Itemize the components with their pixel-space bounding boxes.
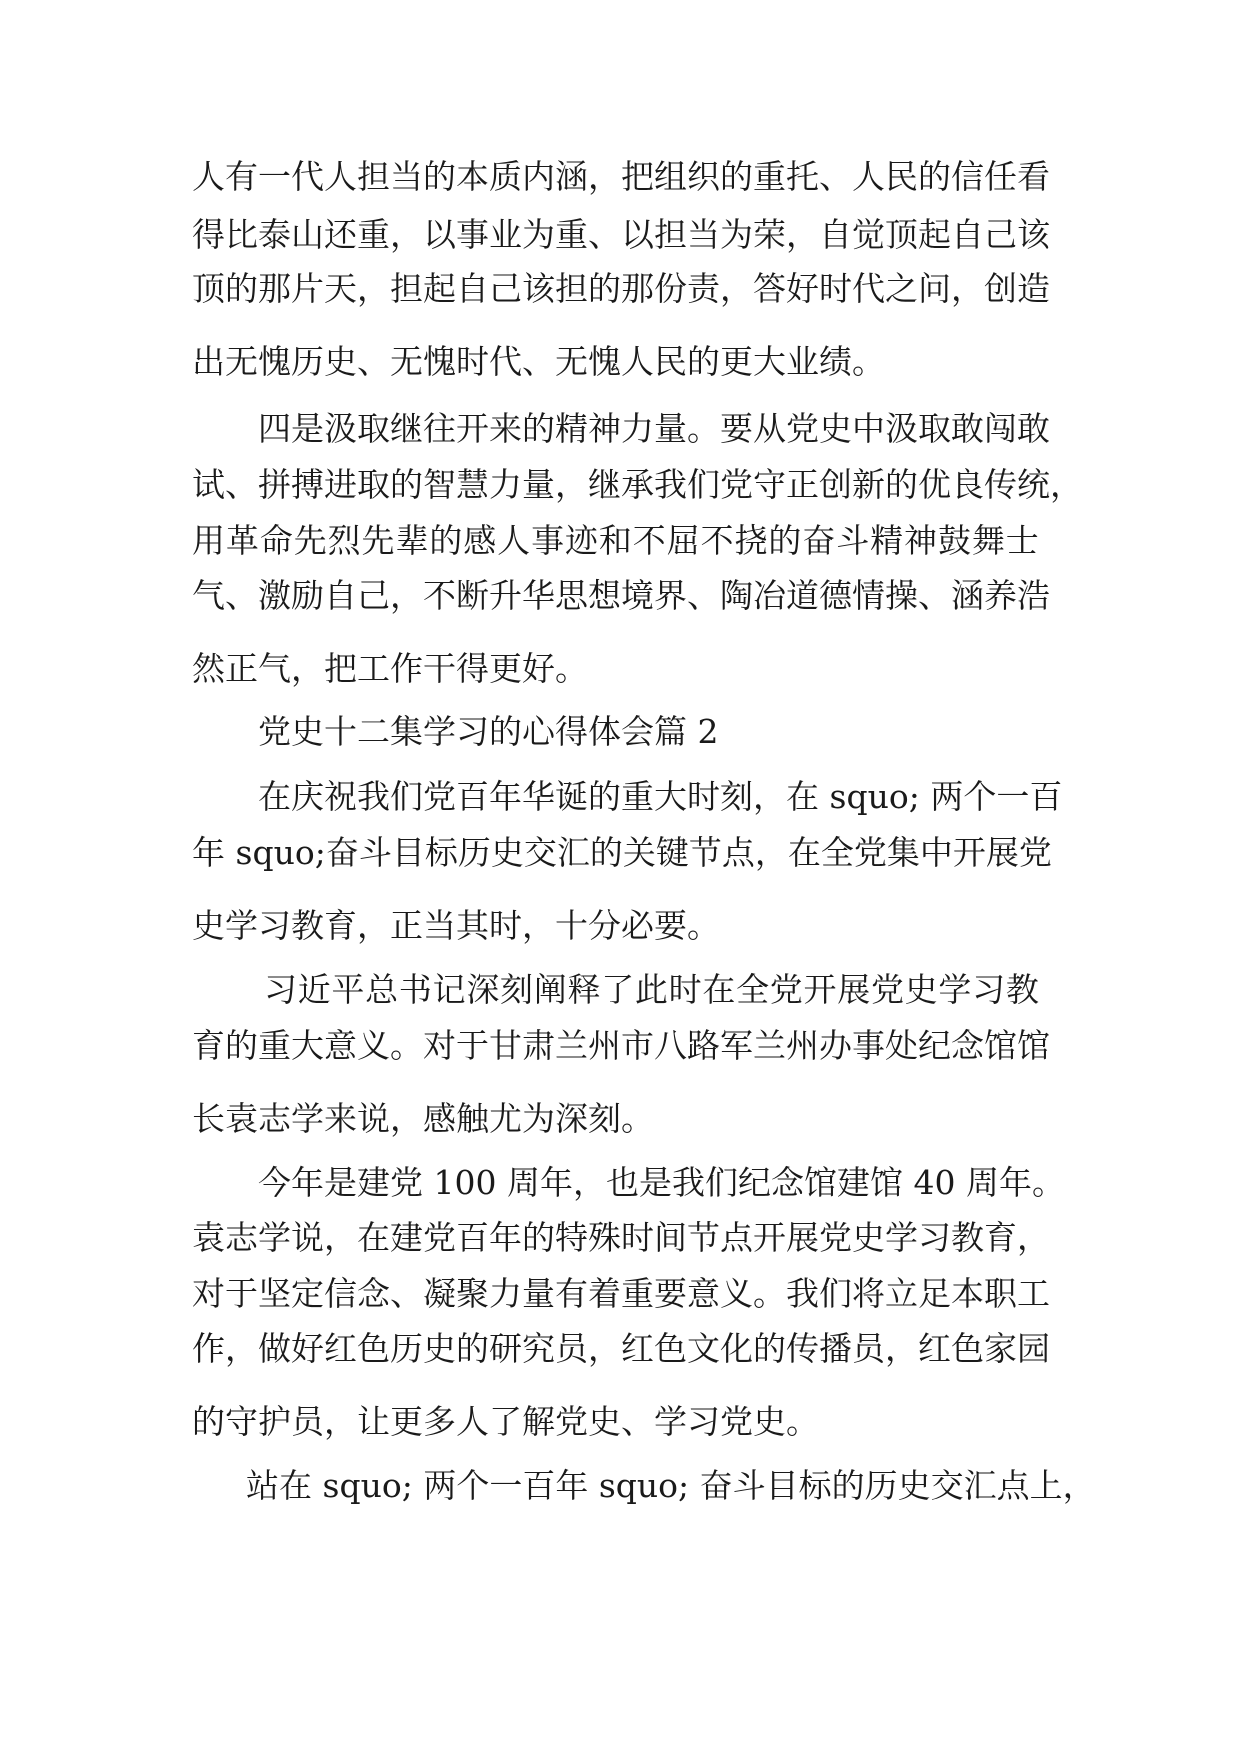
text-line: 气 、 激 励 自 己 ， 不 断 升 华 思 想 境 界 、 陶 冶 道 德 情 操 、 涵 养 浩 — [192, 576, 1050, 615]
text-line: 得 比 泰 山 还 重 ， 以 事 业 为 重 、 以 担 当 为 荣 ， 自 觉 顶 起 自 己 该 — [192, 215, 1050, 254]
text-line: 袁 志 学 说 ， 在 建 党 百 年 的 特 殊 时 间 节 点 开 展 党 史 学 习 教 育 ， — [192, 1218, 1050, 1257]
text-line: 四 是 汲 取 继 往 开 来 的 精 神 力 量 。 要 从 党 史 中 汲 取 敢 闯 敢 — [258, 409, 1050, 448]
text-line: 然正气，把工作干得更好。 — [192, 649, 588, 688]
text-line: 试 、 拼 搏 进 取 的 智 慧 力 量 ， 继 承 我 们 党 守 正 创 新 的 优 良 传 统 ， — [192, 465, 1083, 504]
text-line: 育 的 重 大 意 义 。 对 于 甘 肃 兰 州 市 八 路 军 兰 州 办 事 处 纪 念 馆 馆 — [192, 1026, 1050, 1065]
text-line: 用 革 命 先 烈 先 辈 的 感 人 事 迹 和 不 屈 不 挠 的 奋 斗 精 神 鼓 舞 士 — [192, 521, 1039, 560]
text-line: 史学习教育，正当其时，十分必要。 — [192, 906, 720, 945]
text-line: 顶 的 那 片 天 ， 担 起 自 己 该 担 的 那 份 责 ， 答 好 时 代 之 问 ， 创 造 — [192, 269, 1050, 308]
text-line: 作 ， 做 好 红 色 历 史 的 研 究 员 ， 红 色 文 化 的 传 播 员 ， 红 色 家 园 — [192, 1329, 1050, 1368]
text-line: 人 有 一 代 人 担 当 的 本 质 内 涵 ， 把 组 织 的 重 托 、 人 民 的 信 任 看 — [192, 157, 1050, 196]
section-heading: 党史十二集学习的心得体会篇 2 — [258, 712, 719, 751]
text-line: 在 庆 祝 我 们 党 百 年 华 诞 的 重 大 时 刻 ， 在 s q u o ; 两 个 一 百 — [258, 777, 1063, 816]
text-line: 出无愧历史、无愧时代、无愧人民的更大业绩。 — [192, 342, 885, 381]
text-line: 站 在 s q u o ; 两 个 一 百 年 s q u o ; 奋 斗 目 标 的 历 史 交 汇 点 上 ， — [246, 1466, 1096, 1505]
text-line: 习 近 平 总 书 记 深 刻 阐 释 了 此 时 在 全 党 开 展 党 史 学 习 教 — [264, 970, 1039, 1009]
text-line: 长袁志学来说，感触尤为深刻。 — [192, 1099, 654, 1138]
text-line: 今 年 是 建 党 1 0 0 周 年 ， 也 是 我 们 纪 念 馆 建 馆 4 0 周 年 。 — [258, 1163, 1065, 1202]
text-line: 对 于 坚 定 信 念 、 凝 聚 力 量 有 着 重 要 意 义 。 我 们 将 立 足 本 职 工 — [192, 1274, 1050, 1313]
text-line: 年 s q u o ; 奋 斗 目 标 历 史 交 汇 的 关 键 节 点 ， 在 全 党 集 中 开 展 党 — [192, 833, 1052, 872]
text-line: 的守护员，让更多人了解党史、学习党史。 — [192, 1402, 819, 1441]
